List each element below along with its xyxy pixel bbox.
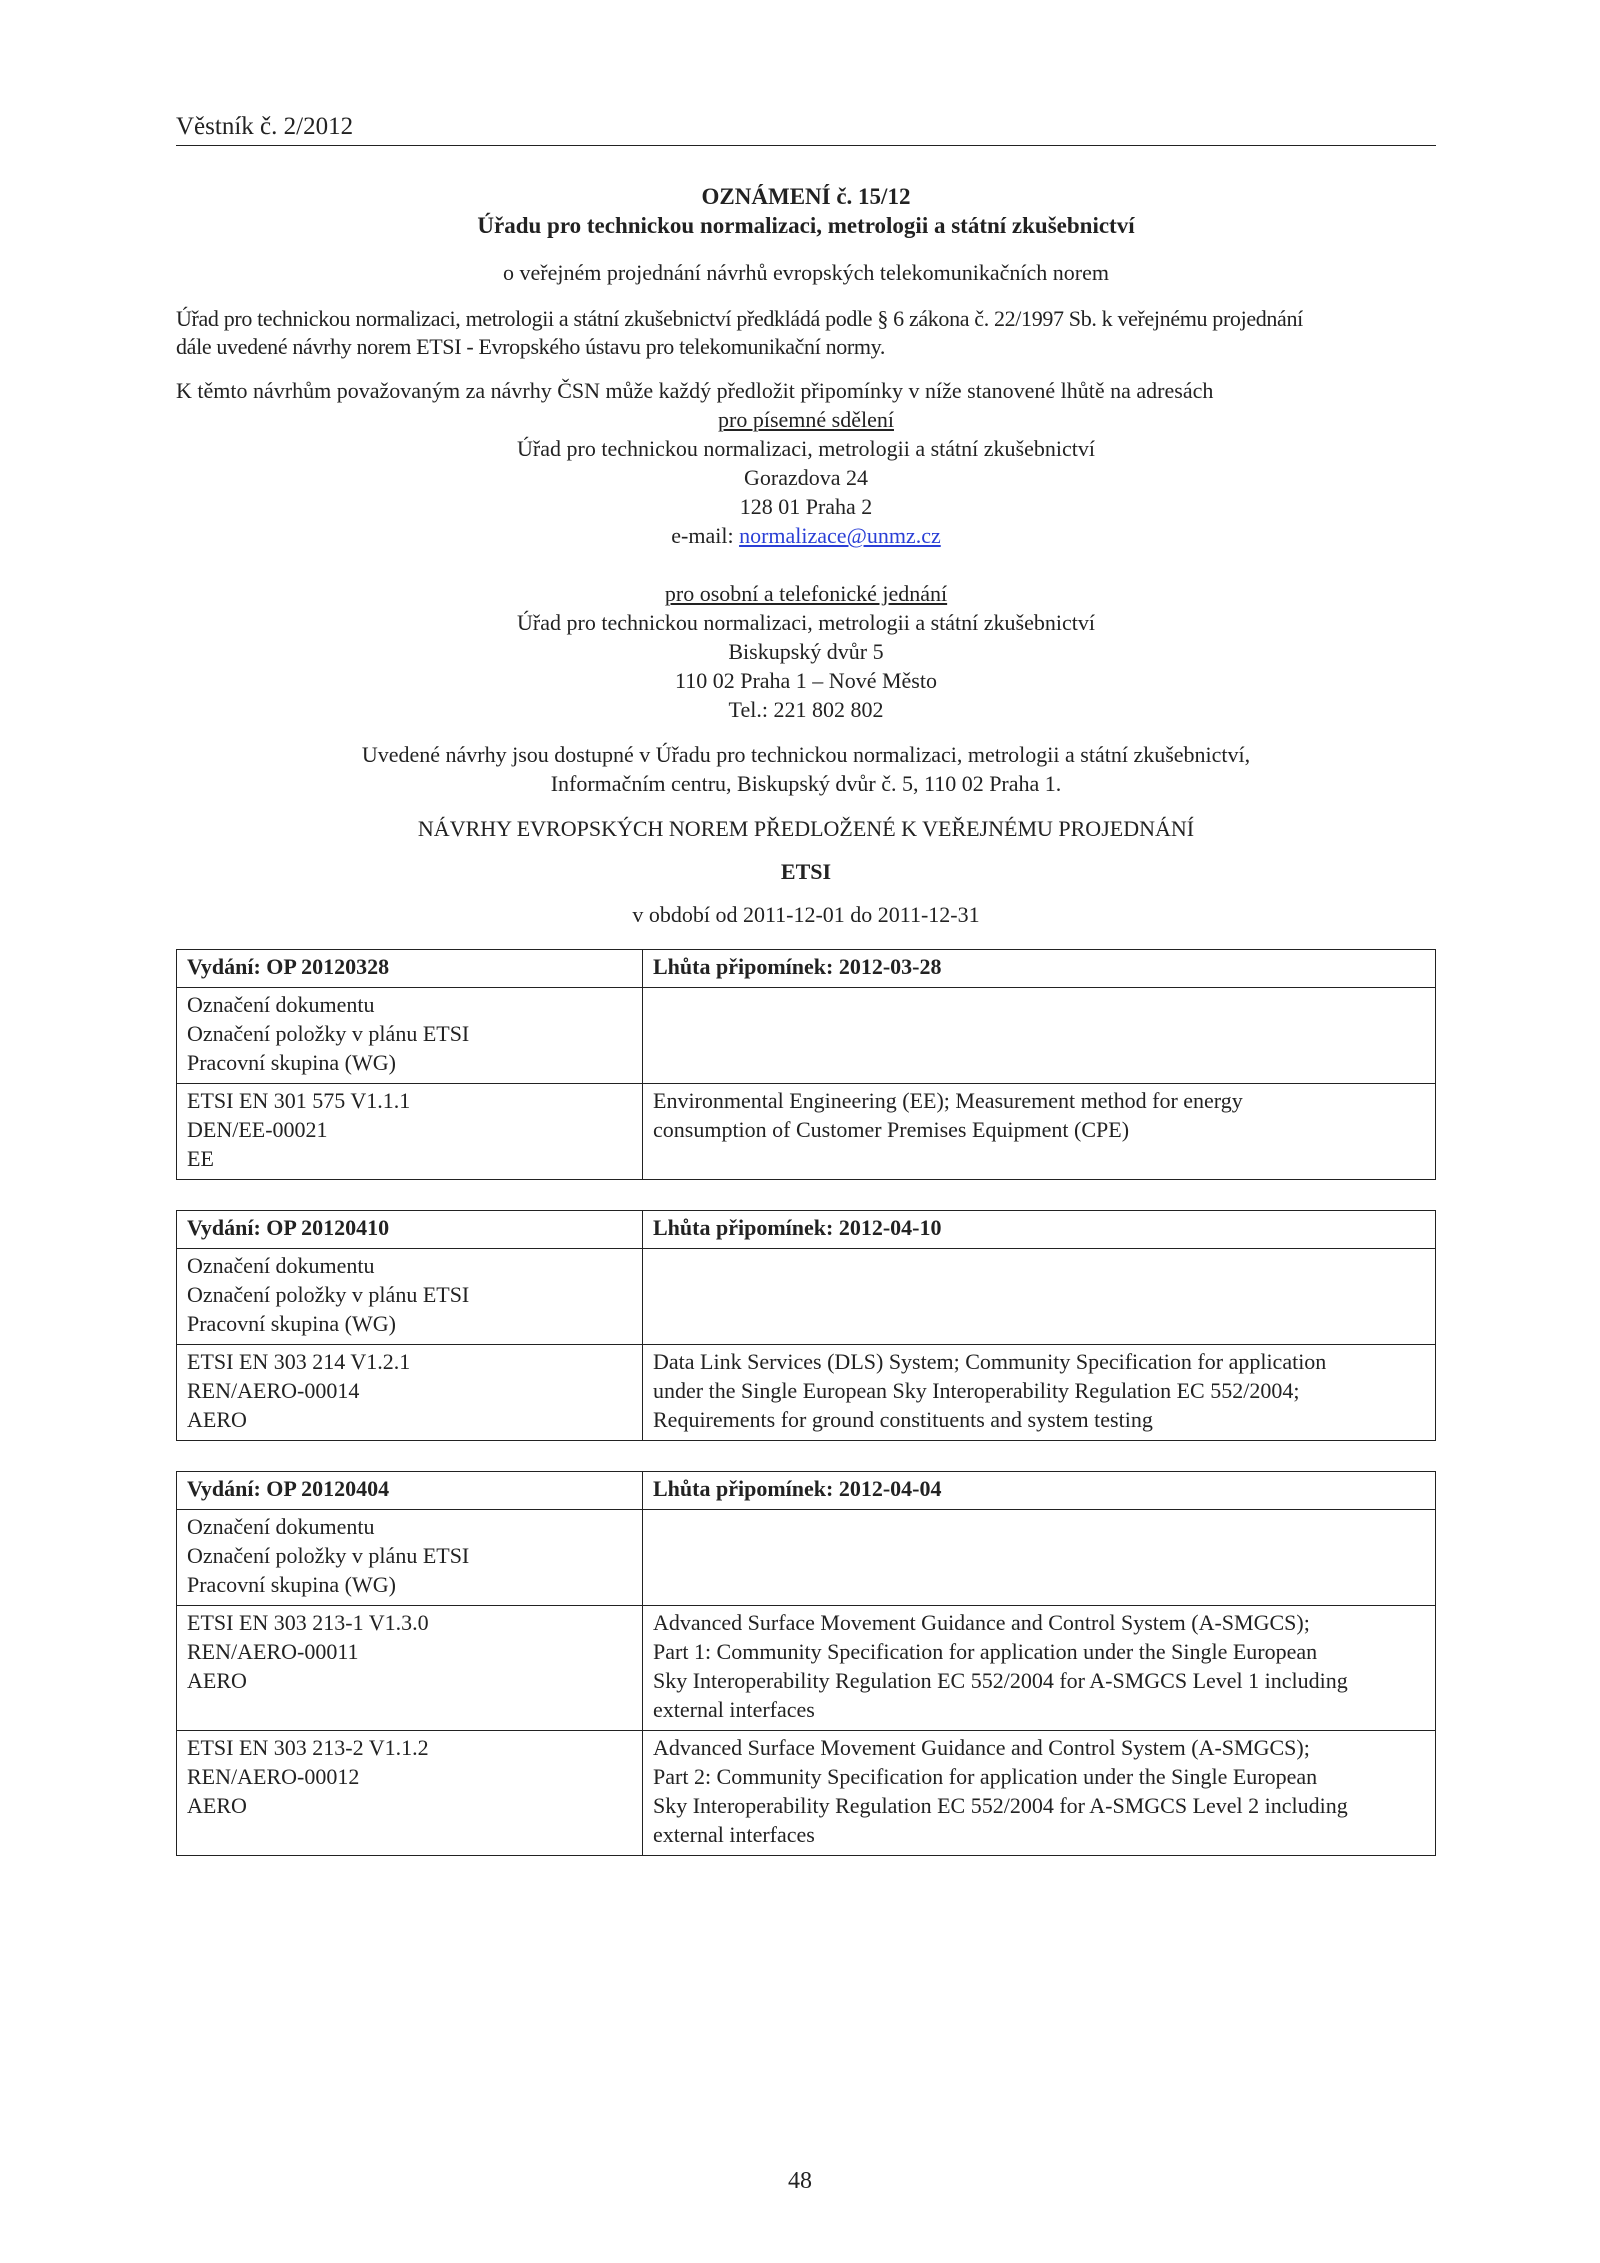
legend-item-label: Označení položky v plánu ETSI (187, 1282, 470, 1307)
intro-paragraph (176, 305, 1436, 361)
work-item-id: REN/AERO-00012 (187, 1764, 360, 1789)
title-line: external interfaces (653, 1697, 815, 1722)
standard-title-cell (643, 1606, 1436, 1731)
standard-title-cell (643, 1345, 1436, 1441)
availability-line-2: Informačním centru, Biskupský dvůr č. 5, 110 02 Praha 1. (550, 771, 1062, 796)
legend-item-label: Označení položky v plánu ETSI (187, 1021, 470, 1046)
notice-subject: o veřejném projednání návrhů evropských telekomunikačních norem (502, 260, 1110, 285)
personal-contact-block (176, 579, 1436, 724)
table-row (177, 1084, 1436, 1180)
standard-ids-cell (177, 1731, 643, 1856)
written-contact-street: Gorazdova 24 (743, 465, 868, 490)
written-contact-email-row (176, 521, 1436, 550)
title-line: Sky Interoperability Regulation EC 552/2004 for A-SMGCS Level 2 including (653, 1793, 1348, 1818)
title-line: Advanced Surface Movement Guidance and Control System (A-SMGCS); (653, 1610, 1310, 1635)
title-line: consumption of Customer Premises Equipment (CPE) (653, 1117, 1130, 1142)
legend-wg-label: Pracovní skupina (WG) (187, 1050, 396, 1075)
op-table (176, 1471, 1436, 1856)
title-line: Requirements for ground constituents and system testing (653, 1407, 1153, 1432)
legend-wg-label: Pracovní skupina (WG) (187, 1311, 396, 1336)
written-contact-city: 128 01 Praha 2 (739, 494, 873, 519)
written-contact-block (176, 405, 1436, 550)
legend-cell (177, 1510, 643, 1606)
legend-doc-label: Označení dokumentu (187, 1253, 375, 1278)
title-line: external interfaces (653, 1822, 815, 1847)
title-line: Environmental Engineering (EE); Measurement method for energy (653, 1088, 1243, 1113)
notice-number: OZNÁMENÍ č. 15/12 (701, 184, 911, 209)
title-line: Part 1: Community Specification for application under the Single European (653, 1639, 1318, 1664)
section-title: NÁVRHY EVROPSKÝCH NOREM PŘEDLOŽENÉ K VEŘEJNÉMU PROJEDNÁNÍ (417, 816, 1195, 841)
working-group: AERO (187, 1793, 247, 1818)
legend-row (177, 1249, 1436, 1345)
personal-contact-city: 110 02 Praha 1 – Nové Město (675, 668, 937, 693)
legend-doc-label: Označení dokumentu (187, 992, 375, 1017)
section-org: ETSI (780, 859, 832, 884)
work-item-id: REN/AERO-00014 (187, 1378, 360, 1403)
legend-cell (177, 1249, 643, 1345)
legend-empty-cell (643, 1510, 1436, 1606)
written-contact-org: Úřad pro technickou normalizaci, metrologii a státní zkušebnictví (517, 436, 1095, 461)
title-line: Data Link Services (DLS) System; Community Specification for application (653, 1349, 1327, 1374)
personal-contact-phone: Tel.: 221 802 802 (728, 697, 884, 722)
table-row (177, 1606, 1436, 1731)
op-table-header (177, 1211, 1436, 1249)
availability-paragraph (176, 740, 1436, 798)
comment-intro: K těmto návrhům považovaným za návrhy ČSN může každý předložit připomínky v níže stanovené lhůtě na adresách (176, 378, 1214, 403)
legend-empty-cell (643, 1249, 1436, 1345)
work-item-id: DEN/EE-00021 (187, 1117, 328, 1142)
title-line: Part 2: Community Specification for application under the Single European (653, 1764, 1318, 1789)
section-period: v období od 2011-12-01 do 2011-12-31 (632, 902, 980, 927)
title-line: under the Single European Sky Interoperability Regulation EC 552/2004; (653, 1378, 1300, 1403)
document-id: ETSI EN 301 575 V1.1.1 (187, 1088, 411, 1113)
bulletin-title: Věstník č. 2/2012 (176, 113, 354, 140)
document-id: ETSI EN 303 213-1 V1.3.0 (187, 1610, 429, 1635)
legend-item-label: Označení položky v plánu ETSI (187, 1543, 470, 1568)
op-table-header (177, 1472, 1436, 1510)
standard-title-cell (643, 1731, 1436, 1856)
intro-line-1: Úřad pro technickou normalizaci, metrologii a státní zkušebnictví předkládá podle § 6 zákona č. 22/1997 Sb. k veřejnému projednání (176, 306, 1303, 331)
legend-cell (177, 988, 643, 1084)
document-id: ETSI EN 303 213-2 V1.1.2 (187, 1735, 429, 1760)
document-id: ETSI EN 303 214 V1.2.1 (187, 1349, 411, 1374)
table-row (177, 1345, 1436, 1441)
issue-cell: Vydání: OP 20120404 (177, 1472, 643, 1510)
title-line: Advanced Surface Movement Guidance and Control System (A-SMGCS); (653, 1735, 1310, 1760)
working-group: AERO (187, 1668, 247, 1693)
written-contact-heading: pro písemné sdělení (718, 407, 894, 432)
standard-title-cell (643, 1084, 1436, 1180)
legend-row (177, 1510, 1436, 1606)
notice-issuer: Úřadu pro technickou normalizaci, metrologii a státní zkušebnictví (477, 213, 1135, 238)
email-label: e-mail: (671, 523, 740, 548)
standard-ids-cell (177, 1606, 643, 1731)
issue-cell: Vydání: OP 20120410 (177, 1211, 643, 1249)
work-item-id: REN/AERO-00011 (187, 1639, 359, 1664)
legend-empty-cell (643, 988, 1436, 1084)
issue-cell: Vydání: OP 20120328 (177, 950, 643, 988)
title-line: Sky Interoperability Regulation EC 552/2004 for A-SMGCS Level 1 including (653, 1668, 1348, 1693)
personal-contact-street: Biskupský dvůr 5 (728, 639, 884, 664)
deadline-cell: Lhůta připomínek: 2012-04-04 (643, 1472, 1436, 1510)
intro-line-2: dále uvedené návrhy norem ETSI - Evropského ústavu pro telekomunikační normy. (176, 334, 886, 359)
legend-row (177, 988, 1436, 1084)
legend-doc-label: Označení dokumentu (187, 1514, 375, 1539)
personal-contact-org: Úřad pro technickou normalizaci, metrologii a státní zkušebnictví (517, 610, 1095, 635)
personal-contact-heading: pro osobní a telefonické jednání (664, 581, 948, 606)
availability-line-1: Uvedené návrhy jsou dostupné v Úřadu pro technickou normalizaci, metrologii a státní zkušebnictví, (361, 742, 1251, 767)
op-table (176, 949, 1436, 1180)
deadline-cell: Lhůta připomínek: 2012-04-10 (643, 1211, 1436, 1249)
email-link[interactable]: normalizace@unmz.cz (739, 523, 941, 548)
header-rule (176, 145, 1436, 146)
op-table-header (177, 950, 1436, 988)
op-table (176, 1210, 1436, 1441)
notice-body (176, 182, 1436, 1856)
table-row (177, 1731, 1436, 1856)
legend-wg-label: Pracovní skupina (WG) (187, 1572, 396, 1597)
working-group: AERO (187, 1407, 247, 1432)
standard-ids-cell (177, 1084, 643, 1180)
page-number: 48 (788, 2168, 812, 2194)
standard-ids-cell (177, 1345, 643, 1441)
deadline-cell: Lhůta připomínek: 2012-03-28 (643, 950, 1436, 988)
working-group: EE (187, 1146, 214, 1171)
